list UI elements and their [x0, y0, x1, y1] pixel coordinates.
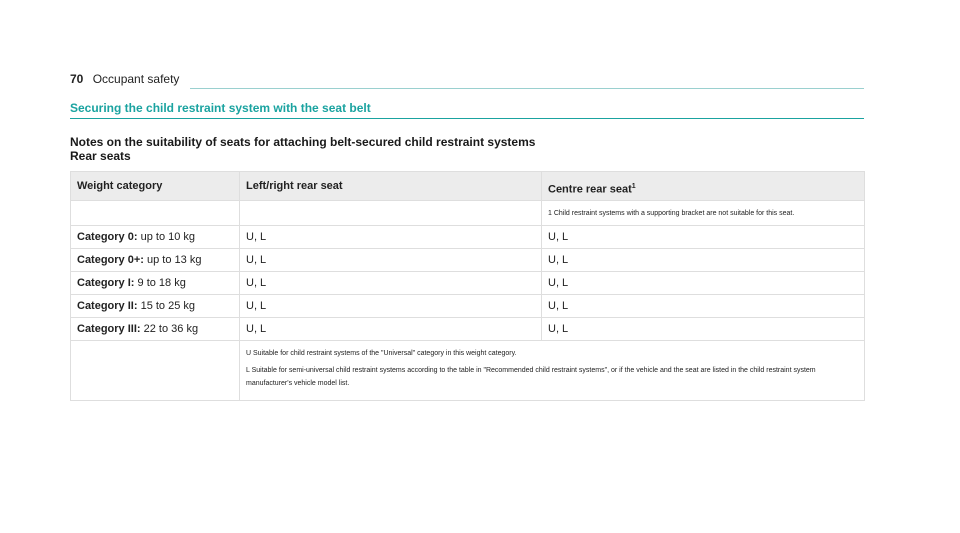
table-header-row — [71, 172, 865, 201]
legend-l: L Suitable for semi-universal child restraint systems according to the table in "Recommended child restraint systems", or if the vehicle and the seat are listed in the child restraint system manufacturer's vehicle model list. — [246, 367, 816, 387]
weight-range: 22 to 36 kg — [143, 323, 199, 335]
weight-range: up to 13 kg — [147, 254, 202, 266]
category-label: Category 0: — [77, 231, 138, 243]
table-row — [71, 295, 865, 318]
outer-seat-cell: U, L — [240, 272, 542, 295]
footnote-row — [71, 201, 865, 226]
centre-seat-cell: U, L — [542, 249, 865, 272]
category-label: Category I: — [77, 277, 135, 289]
footnote-marker: 1 — [631, 182, 636, 190]
weight-cell — [71, 295, 240, 318]
notes-line-2: Rear seats — [70, 149, 131, 163]
table-row — [71, 318, 865, 341]
weight-cell — [71, 249, 240, 272]
outer-seat-cell: U, L — [240, 318, 542, 341]
footnote-1: 1 Child restraint systems with a supporting bracket are not suitable for this seat. — [542, 201, 865, 226]
legend-u: U Suitable for child restraint systems of the "Universal" category in this weight category. — [246, 350, 517, 357]
legend-cell — [240, 341, 865, 401]
weight-range: 9 to 18 kg — [137, 277, 186, 289]
notes-line-1: Notes on the suitability of seats for attaching belt-secured child restraint systems — [70, 135, 536, 149]
header-outer-seat: Left/right rear seat — [240, 172, 542, 201]
legend-row — [71, 341, 865, 401]
category-label: Category 0+: — [77, 254, 144, 266]
outer-seat-cell: U, L — [240, 249, 542, 272]
outer-seat-cell: U, L — [240, 226, 542, 249]
section-name: Occupant safety — [92, 72, 180, 86]
outer-seat-cell: U, L — [240, 295, 542, 318]
weight-cell — [71, 272, 240, 295]
header-weight-category: Weight category — [71, 172, 240, 201]
weight-cell — [71, 226, 240, 249]
weight-range: 15 to 25 kg — [140, 300, 196, 312]
title-divider — [70, 118, 864, 119]
weight-range: up to 10 kg — [140, 231, 196, 243]
category-label: Category II: — [77, 300, 138, 312]
centre-seat-cell: U, L — [542, 295, 865, 318]
notes-heading — [70, 135, 535, 163]
header-centre-seat — [542, 172, 865, 201]
table-row — [71, 249, 865, 272]
category-label: Category III: — [77, 323, 141, 335]
centre-seat-cell: U, L — [542, 272, 865, 295]
table-row — [71, 272, 865, 295]
centre-seat-cell: U, L — [542, 318, 865, 341]
page-header — [70, 72, 179, 86]
centre-seat-cell: U, L — [542, 226, 865, 249]
suitability-table — [70, 171, 865, 401]
section-title: Securing the child restraint system with the seat belt — [70, 101, 371, 115]
header-divider — [190, 88, 864, 89]
weight-cell — [71, 318, 240, 341]
table-row — [71, 226, 865, 249]
header-centre-label: Centre rear seat — [548, 183, 632, 196]
page-number: 70 — [70, 72, 84, 86]
